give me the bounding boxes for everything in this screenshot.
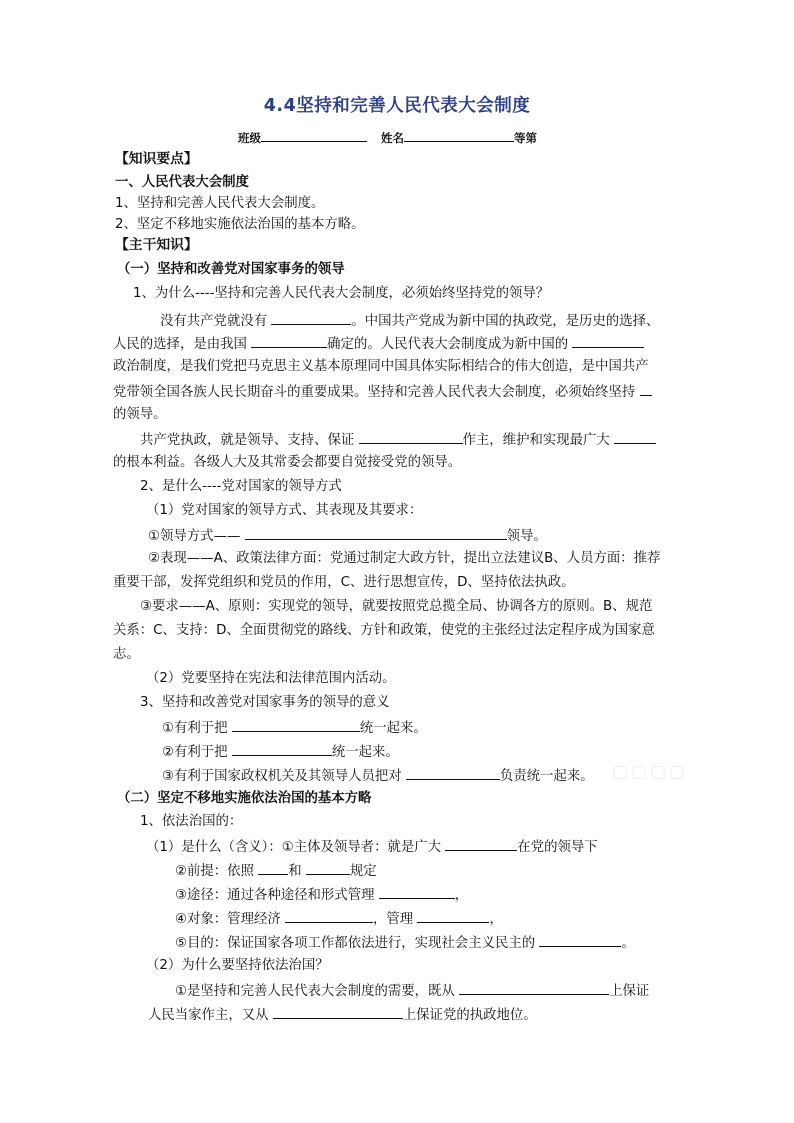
question-2-sub-2: （2）党要坚持在宪法和法律范围内活动。 — [146, 671, 396, 686]
paragraph-line: 关系：C、支持：D、全面贯彻党的路线、方针和政策，使党的主张经过法定程序成为国家意 — [113, 623, 655, 638]
paragraph-line: 没有共产党就没有 。中国共产党成为新中国的执政党，是历史的选择、 — [160, 311, 659, 331]
fill-blank[interactable] — [640, 382, 652, 396]
paragraph-line: 人民的选择，是由我国 确定的。人民代表大会制度成为新中国的 — [113, 334, 644, 354]
paragraph-line: 共产党执政，就是领导、支持、保证 作主，维护和实现最广大 — [140, 430, 656, 450]
section-knowledge-points: 【知识要点】 — [115, 151, 198, 167]
fill-blank[interactable] — [539, 933, 621, 947]
part-1-heading: （一）坚持和改善党对国家事务的领导 — [117, 262, 345, 277]
paragraph-line: ①领导方式—— 领导。 — [148, 526, 547, 546]
fill-blank[interactable] — [417, 909, 489, 923]
paragraph-line: （1）是什么（含义）：①主体及领导者：就是广大 在党的领导下 — [146, 837, 598, 857]
knowledge-item-1: 1、坚持和完善人民代表大会制度。 — [115, 196, 325, 211]
knowledge-heading: 一、人民代表大会制度 — [115, 175, 249, 190]
fill-blank[interactable] — [445, 837, 517, 851]
fill-blank[interactable] — [359, 430, 463, 444]
paragraph-line: 的领导。 — [113, 407, 167, 422]
paragraph-line: ③要求——A、原则：实现党的领导，就要按照党总揽全局、协调各方的原则。B、规范 — [140, 599, 653, 614]
paragraph-line: ④对象：管理经济 ，管理 ， — [175, 909, 503, 929]
paragraph-line: ①是坚持和完善人民代表大会制度的需要，既从 上保证 — [175, 981, 649, 1001]
question-r2: （2）为什么要坚持依法治国？ — [146, 958, 329, 973]
paragraph-line: 重要干部，发挥党组织和党员的作用，C、进行思想宣传，D、坚持依法执政。 — [113, 575, 575, 590]
watermark-logo: ▢▢▢▢ — [612, 762, 689, 782]
name-label: 姓名 — [381, 131, 404, 145]
section-main-knowledge: 【主干知识】 — [115, 237, 198, 253]
fill-blank[interactable] — [614, 430, 656, 444]
paragraph-line: ②有利于把 统一起来。 — [162, 742, 399, 762]
class-label: 班级 — [238, 131, 261, 145]
paragraph-line: 党带领全国各族人民长期奋斗的重要成果。坚持和完善人民代表大会制度，必须始终坚持 — [113, 382, 652, 402]
fill-blank[interactable] — [232, 742, 332, 756]
fill-blank[interactable] — [406, 766, 500, 780]
fill-blank[interactable] — [459, 981, 609, 995]
paragraph-line: ①有利于把 统一起来。 — [162, 718, 427, 738]
question-3: 3、坚持和改善党对国家事务的领导的意义 — [140, 695, 390, 710]
student-info-line — [238, 128, 537, 147]
paragraph-line: 政治制度，是我们党把马克思主义基本原理同中国具体实际相结合的伟大创造，是中国共产 — [113, 359, 649, 374]
page-title: 4.4坚持和完善人民代表大会制度 — [263, 96, 531, 116]
class-blank[interactable] — [261, 128, 367, 142]
fill-blank[interactable] — [232, 718, 360, 732]
question-r1: 1、依法治国的： — [140, 814, 243, 829]
fill-blank[interactable] — [572, 334, 644, 348]
level-label: 等第 — [514, 131, 537, 145]
fill-blank[interactable] — [271, 311, 351, 325]
part-2-heading: （二）坚定不移地实施依法治国的基本方略 — [117, 791, 372, 806]
fill-blank[interactable] — [251, 334, 327, 348]
paragraph-line: 的根本利益。各级人大及其常委会都要自觉接受党的领导。 — [113, 455, 462, 470]
question-2-sub-1: （1）党对国家的领导方式、其表现及其要求： — [146, 503, 423, 518]
paragraph-line: ③有利于国家政权机关及其领导人员把对 负责统一起来。 — [162, 766, 594, 786]
question-2: 2、是什么----党对国家的领导方式 — [140, 479, 342, 494]
question-1: 1、为什么----坚持和完善人民代表大会制度，必须始终坚持党的领导？ — [133, 286, 550, 301]
fill-blank[interactable] — [285, 909, 373, 923]
paragraph-line: ③途径：通过各种途径和形式管理 ， — [175, 885, 468, 905]
paragraph-line: 人民当家作主，又从 上保证党的执政地位。 — [148, 1005, 537, 1025]
fill-blank[interactable] — [306, 861, 350, 875]
paragraph-line: 志。 — [113, 647, 140, 662]
paragraph-line: ②前提：依照 和 规定 — [175, 861, 377, 881]
paragraph-line: ⑤目的：保证国家各项工作都依法进行，实现社会主义民主的 。 — [175, 933, 635, 953]
fill-blank[interactable] — [245, 526, 507, 540]
paragraph-line: ②表现——A、政策法律方面：党通过制定大政方针，提出立法建议B、人员方面：推荐 — [148, 551, 661, 566]
fill-blank[interactable] — [273, 1005, 403, 1019]
name-blank[interactable] — [404, 128, 514, 142]
knowledge-item-2: 2、坚定不移地实施依法治国的基本方略。 — [115, 217, 365, 232]
fill-blank[interactable] — [379, 885, 455, 899]
fill-blank[interactable] — [258, 861, 288, 875]
